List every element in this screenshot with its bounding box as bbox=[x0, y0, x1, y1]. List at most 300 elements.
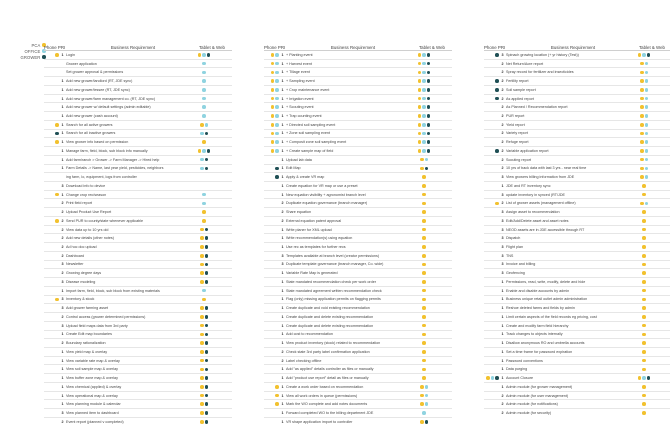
requirement-row bbox=[484, 225, 670, 234]
tablet-web-user-dots bbox=[404, 210, 444, 214]
requirement-row bbox=[484, 155, 670, 164]
requirement-text: Reshoe deleted farms and fields by admin bbox=[506, 306, 575, 311]
phone-user-dots bbox=[484, 53, 499, 57]
phone-pri-header: Phone PRI bbox=[484, 44, 506, 50]
pca-dot-icon bbox=[422, 193, 426, 197]
requirement-text: Login bbox=[66, 52, 76, 57]
priority-number: 1 bbox=[281, 140, 284, 145]
pca-dot-icon bbox=[422, 289, 426, 293]
phone-user-dots bbox=[264, 385, 279, 389]
priority-number: 2 bbox=[61, 201, 64, 206]
requirement-text: Account Closure bbox=[506, 376, 534, 381]
tablet-web-user-dots bbox=[184, 193, 224, 197]
priority-number: 3 bbox=[501, 52, 504, 57]
requirement-text: View grower info based on permission bbox=[66, 140, 129, 145]
pca-dot-icon bbox=[200, 254, 204, 258]
requirement-text: View chemical (applied) & overlay bbox=[66, 384, 122, 389]
priority-number: 1 bbox=[61, 79, 64, 84]
pca-dot-icon bbox=[642, 411, 646, 415]
requirement-row bbox=[484, 198, 670, 207]
tablet-web-user-dots bbox=[624, 228, 664, 232]
requirement-text: VR shape application import to controller bbox=[286, 419, 353, 424]
requirement-row bbox=[264, 102, 452, 111]
tablet-web-user-dots bbox=[404, 219, 444, 223]
grower-dot-icon bbox=[425, 167, 429, 171]
priority-number: 2 bbox=[61, 253, 64, 258]
requirement-text: Yield report bbox=[506, 122, 525, 127]
business-requirement-header: Business Requirement bbox=[330, 44, 376, 50]
pca-dot-icon bbox=[418, 71, 422, 75]
tablet-web-user-dots bbox=[624, 158, 664, 162]
requirement-row bbox=[44, 347, 232, 356]
office-dot-icon bbox=[645, 202, 649, 206]
requirement-text: Scouting report bbox=[506, 157, 532, 162]
priority-number: 1 bbox=[501, 341, 504, 346]
requirement-text: Soil sample report bbox=[506, 87, 536, 92]
tablet-web-user-dots bbox=[404, 62, 444, 66]
office-dot-icon bbox=[645, 114, 649, 118]
priority-number: 1 bbox=[281, 297, 284, 302]
requirement-text: + Trap counting event bbox=[286, 114, 322, 118]
tablet-web-user-dots bbox=[624, 254, 664, 258]
grower-dot-icon bbox=[205, 263, 209, 267]
pca-dot-icon bbox=[271, 88, 275, 92]
priority-number: 1 bbox=[281, 61, 284, 66]
priority-number: 3 bbox=[501, 210, 504, 215]
office-dot-icon bbox=[645, 167, 649, 171]
tablet-web-user-dots bbox=[404, 175, 444, 179]
tablet-web-user-dots bbox=[184, 236, 224, 240]
pca-dot-icon bbox=[642, 184, 646, 188]
tablet-web-user-dots bbox=[184, 71, 224, 75]
requirement-text: Add new details (other notes) bbox=[66, 236, 114, 241]
pca-dot-icon bbox=[422, 333, 426, 337]
legend-label: PCA bbox=[31, 42, 41, 48]
requirement-text: TNS bbox=[506, 253, 514, 258]
requirement-row bbox=[264, 233, 452, 242]
tablet-web-user-dots bbox=[184, 245, 224, 249]
pca-dot-icon bbox=[200, 123, 204, 127]
office-dot-icon bbox=[645, 97, 649, 101]
requirement-text: Download info to device bbox=[66, 183, 106, 188]
requirement-row bbox=[484, 129, 670, 138]
grower-dot-icon bbox=[205, 167, 209, 171]
requirement-row bbox=[44, 146, 232, 155]
tablet-web-user-dots bbox=[184, 271, 224, 275]
pca-dot-icon bbox=[642, 254, 646, 258]
tablet-web-user-dots bbox=[404, 376, 444, 380]
pca-dot-icon bbox=[642, 271, 646, 275]
requirement-row bbox=[484, 373, 670, 382]
office-dot-icon bbox=[202, 149, 206, 153]
priority-number: 2 bbox=[501, 140, 504, 145]
requirement-text: Add new grower (cash account) bbox=[66, 114, 118, 118]
requirement-text: View operational map & overlay bbox=[66, 393, 118, 398]
priority-number: 3 bbox=[501, 262, 504, 267]
priority-number: 1 bbox=[281, 70, 284, 75]
pca-dot-icon bbox=[422, 376, 426, 380]
requirement-text: 10 yrs of back data with last 3 yrs - near real time bbox=[506, 166, 587, 171]
tablet-web-user-dots bbox=[624, 105, 664, 109]
grower-dot-icon bbox=[205, 341, 209, 345]
pca-dot-icon bbox=[420, 385, 424, 389]
requirement-row bbox=[44, 120, 232, 129]
requirement-text: View product inventory (stock) related to recommendation bbox=[286, 341, 381, 346]
priority-number: 1 bbox=[281, 131, 284, 136]
pca-dot-icon bbox=[418, 105, 422, 109]
office-dot-icon bbox=[200, 158, 204, 162]
requirement-text: Admin module (for grower management) bbox=[506, 384, 573, 389]
requirement-row bbox=[264, 408, 452, 417]
grower-dot-icon bbox=[427, 149, 431, 153]
pca-dot-icon bbox=[422, 210, 426, 214]
pca-dot-icon bbox=[640, 149, 644, 153]
office-dot-icon bbox=[202, 193, 206, 197]
priority-number: 3 bbox=[61, 262, 64, 267]
priority-number: 1 bbox=[61, 96, 64, 101]
pca-dot-icon bbox=[420, 394, 424, 398]
priority-number: 1 bbox=[61, 52, 64, 57]
pca-dot-icon bbox=[642, 289, 646, 293]
grower-dot-icon bbox=[205, 368, 209, 372]
requirement-text: View all work orders in queue (permissions) bbox=[286, 393, 358, 398]
requirement-row bbox=[44, 50, 232, 59]
requirement-row bbox=[264, 417, 452, 426]
requirement-list bbox=[484, 50, 670, 417]
pca-dot-icon bbox=[271, 114, 275, 118]
phone-user-dots bbox=[44, 140, 59, 144]
office-dot-icon bbox=[422, 114, 426, 118]
priority-number: 1 bbox=[61, 376, 64, 381]
tablet-web-user-dots bbox=[404, 228, 444, 232]
requirement-text: Upload Product Use Report bbox=[66, 210, 112, 215]
priority-number: 2 bbox=[501, 201, 504, 206]
requirements-column-3 bbox=[484, 44, 670, 417]
requirement-row bbox=[44, 338, 232, 347]
pca-dot-icon bbox=[642, 219, 646, 223]
priority-number: 1 bbox=[501, 306, 504, 311]
requirement-row bbox=[44, 85, 232, 94]
requirement-text: Edit/Add/Delete asset and asset notes bbox=[506, 218, 569, 223]
requirement-row bbox=[44, 242, 232, 251]
requirement-row bbox=[264, 94, 452, 103]
grower-dot-icon bbox=[427, 79, 431, 83]
priority-number: 3 bbox=[501, 227, 504, 232]
tablet-web-user-dots bbox=[624, 236, 664, 240]
tablet-web-user-dots bbox=[624, 411, 664, 415]
requirement-text: Enable and disable accounts by admin bbox=[506, 288, 570, 293]
requirement-text: State mandated agreement written recommendation check bbox=[286, 288, 382, 293]
pca-dot-icon bbox=[642, 298, 646, 302]
requirement-row bbox=[484, 391, 670, 400]
phone-pri-header: Phone PRI bbox=[44, 44, 66, 50]
requirement-row bbox=[484, 85, 670, 94]
tablet-web-user-dots bbox=[404, 254, 444, 258]
office-dot-icon bbox=[645, 88, 649, 92]
priority-number: 3 bbox=[61, 183, 64, 188]
office-dot-icon bbox=[422, 88, 426, 92]
tablet-web-user-dots bbox=[184, 88, 224, 92]
requirement-text: View planned item to dashboard bbox=[66, 410, 119, 415]
requirement-text: + Scouting event bbox=[286, 105, 314, 110]
legend-item bbox=[6, 54, 46, 60]
phone-user-dots bbox=[484, 97, 499, 101]
grower-dot-icon bbox=[427, 140, 431, 144]
grower-dot-icon bbox=[205, 132, 209, 136]
requirement-text: Create and modify farm field hierarchy bbox=[506, 323, 569, 328]
priority-number: 1 bbox=[281, 332, 284, 337]
requirement-row bbox=[44, 59, 232, 68]
grower-dot-icon bbox=[427, 62, 431, 66]
priority-number: 1 bbox=[501, 183, 504, 188]
office-dot-icon bbox=[491, 376, 495, 380]
requirement-text: Invoice and billing bbox=[506, 262, 536, 267]
pca-dot-icon bbox=[642, 263, 646, 267]
requirement-row bbox=[44, 408, 232, 417]
requirement-text: View soil sample map & overlay bbox=[66, 367, 118, 372]
tablet-web-user-dots bbox=[624, 132, 664, 136]
requirement-row bbox=[264, 111, 452, 120]
requirement-text: Flight plan bbox=[506, 245, 524, 250]
tablet-web-user-dots bbox=[624, 306, 664, 310]
priority-number: 2 bbox=[61, 236, 64, 241]
priority-number: 1 bbox=[281, 157, 284, 162]
requirement-text: Label checking offline bbox=[286, 358, 322, 363]
requirement-row bbox=[264, 347, 452, 356]
pca-dot-icon bbox=[422, 202, 426, 206]
requirement-text: View variable rate map & overlay bbox=[66, 358, 120, 363]
requirements-column-1 bbox=[44, 44, 232, 426]
priority-number: 1 bbox=[61, 332, 64, 337]
tablet-web-user-dots bbox=[184, 298, 224, 302]
office-dot-icon bbox=[422, 53, 426, 57]
requirement-row bbox=[44, 251, 232, 260]
pca-dot-icon bbox=[640, 71, 644, 75]
requirement-text: Net Return/Acre report bbox=[506, 61, 544, 66]
tablet-web-user-dots bbox=[184, 132, 224, 136]
tablet-web-user-dots bbox=[404, 394, 444, 398]
priority-number: 1 bbox=[281, 376, 284, 381]
pca-dot-icon bbox=[271, 97, 275, 101]
requirement-row bbox=[484, 146, 670, 155]
tablet-web-user-dots bbox=[404, 368, 444, 372]
priority-number: 1 bbox=[61, 105, 64, 110]
requirement-row bbox=[44, 198, 232, 207]
requirement-text: Geofencing bbox=[506, 271, 525, 276]
pca-dot-icon bbox=[271, 140, 275, 144]
priority-number: 2 bbox=[501, 131, 504, 136]
grower-dot-icon bbox=[425, 420, 429, 424]
requirement-row bbox=[44, 321, 232, 330]
pca-dot-icon bbox=[642, 306, 646, 310]
requirement-row bbox=[484, 321, 670, 330]
priority-number: 2 bbox=[61, 218, 64, 223]
pca-dot-icon bbox=[200, 228, 204, 232]
pca-dot-icon bbox=[422, 359, 426, 363]
priority-number: 1 bbox=[61, 358, 64, 363]
tablet-web-user-dots bbox=[624, 263, 664, 267]
tablet-web-user-dots bbox=[184, 254, 224, 258]
requirement-row bbox=[264, 216, 452, 225]
pca-dot-icon bbox=[422, 341, 426, 345]
requirement-row bbox=[44, 312, 232, 321]
priority-number: 2 bbox=[501, 166, 504, 171]
grower-dot-icon bbox=[205, 402, 209, 406]
phone-user-dots bbox=[484, 376, 499, 380]
business-requirement-header: Business Requirement bbox=[110, 44, 156, 50]
requirement-row bbox=[484, 303, 670, 312]
tablet-web-user-dots bbox=[184, 79, 224, 83]
grower-dot-icon bbox=[427, 132, 431, 136]
tablet-web-user-dots bbox=[184, 402, 224, 406]
requirement-row bbox=[484, 76, 670, 85]
pca-dot-icon bbox=[422, 236, 426, 240]
pca-dot-icon bbox=[200, 368, 204, 372]
tablet-web-user-dots bbox=[184, 376, 224, 380]
priority-number: 3 bbox=[501, 245, 504, 250]
requirement-row bbox=[264, 321, 452, 330]
pca-dot-icon bbox=[642, 394, 646, 398]
priority-number: 1 bbox=[281, 367, 284, 372]
tablet-web-user-dots bbox=[184, 158, 224, 162]
priority-number: 1 bbox=[281, 96, 284, 101]
requirement-text: Manage farm, field, block, sub block info manually bbox=[66, 148, 148, 153]
requirement-row bbox=[44, 94, 232, 103]
phone-user-dots bbox=[484, 202, 499, 206]
requirement-text: Add cost to recommendation bbox=[286, 332, 333, 337]
requirement-text: Inventory & stock bbox=[66, 297, 95, 302]
requirement-text: Write planer for XML upload bbox=[286, 227, 332, 232]
pca-dot-icon bbox=[271, 79, 275, 83]
requirement-text: Control access (grower determined permissions) bbox=[66, 314, 146, 319]
pca-dot-icon bbox=[200, 263, 204, 267]
requirement-text: Add new grower/farm management co. (RT, JDE sync) bbox=[66, 96, 156, 101]
priority-number: 1 bbox=[61, 114, 64, 118]
priority-number: 1 bbox=[61, 166, 64, 171]
phone-user-dots bbox=[264, 105, 279, 109]
pca-dot-icon bbox=[642, 236, 646, 240]
priority-number: 2 bbox=[501, 61, 504, 66]
requirement-text: Search for all inactive growers bbox=[66, 131, 116, 136]
priority-number: 1 bbox=[281, 393, 284, 398]
requirement-list bbox=[264, 50, 452, 426]
pca-dot-icon bbox=[640, 97, 644, 101]
office-dot-icon bbox=[422, 123, 426, 127]
office-dot-icon bbox=[645, 123, 649, 127]
tablet-web-user-dots bbox=[624, 402, 664, 406]
office-dot-icon bbox=[425, 402, 429, 406]
priority-number: 3 bbox=[61, 323, 64, 328]
tablet-web-user-dots bbox=[404, 79, 444, 83]
priority-number: 1 bbox=[281, 122, 284, 127]
priority-number: 1 bbox=[281, 288, 284, 293]
priority-number: 2 bbox=[61, 341, 64, 346]
requirement-row bbox=[484, 312, 670, 321]
tablet-web-user-dots bbox=[184, 385, 224, 389]
requirement-text: View yield map & overlay bbox=[66, 349, 108, 354]
pca-dot-icon bbox=[422, 219, 426, 223]
priority-number: 1 bbox=[61, 402, 64, 407]
phone-user-dots bbox=[264, 53, 279, 57]
tablet-web-user-dots bbox=[404, 411, 444, 415]
requirement-text: View planning module & calendar bbox=[66, 402, 121, 407]
priority-number: 3 bbox=[501, 271, 504, 276]
priority-number: 1 bbox=[281, 192, 284, 197]
grower-dot-icon bbox=[427, 53, 431, 57]
pca-dot-icon bbox=[418, 79, 422, 83]
phone-user-dots bbox=[264, 167, 279, 171]
pca-dot-icon bbox=[638, 376, 642, 380]
pca-dot-icon bbox=[418, 132, 422, 136]
requirement-row bbox=[264, 59, 452, 68]
pca-dot-icon bbox=[200, 333, 204, 337]
priority-number: 1 bbox=[281, 87, 284, 92]
grower-dot-icon bbox=[205, 324, 209, 328]
office-dot-icon bbox=[422, 411, 426, 415]
office-dot-icon bbox=[202, 88, 206, 92]
pca-dot-icon bbox=[642, 193, 646, 197]
legend bbox=[6, 42, 46, 60]
priority-number: 1 bbox=[61, 148, 64, 153]
requirement-text: PUR report bbox=[506, 114, 525, 118]
requirement-row bbox=[44, 364, 232, 373]
legend-label: OFFICE bbox=[24, 48, 41, 54]
office-dot-icon bbox=[202, 71, 206, 75]
pca-dot-icon bbox=[200, 324, 204, 328]
requirement-text: Admin module (for notifications) bbox=[506, 402, 558, 407]
pca-dot-icon bbox=[200, 402, 204, 406]
priority-number: 2 bbox=[501, 157, 504, 162]
priority-number: 1 bbox=[501, 279, 504, 284]
pca-dot-icon bbox=[642, 228, 646, 232]
requirement-text: ing farm, lo, equipment, logs from controller bbox=[66, 175, 137, 180]
pca-dot-icon bbox=[642, 402, 646, 406]
phone-user-dots bbox=[44, 298, 59, 302]
tablet-web-user-dots bbox=[404, 324, 444, 328]
tablet-web-user-dots bbox=[624, 175, 664, 179]
tablet-web-user-dots bbox=[184, 368, 224, 372]
requirement-text: List of grower assets (management offline) bbox=[506, 201, 576, 206]
tablet-web-user-dots bbox=[184, 324, 224, 328]
phone-user-dots bbox=[44, 132, 59, 136]
phone-user-dots bbox=[264, 62, 279, 66]
priority-number: 2 bbox=[501, 122, 504, 127]
requirement-row bbox=[264, 312, 452, 321]
tablet-web-user-dots bbox=[184, 350, 224, 354]
grower-dot-icon bbox=[205, 350, 209, 354]
office-dot-icon bbox=[422, 71, 426, 75]
requirement-row bbox=[44, 277, 232, 286]
pca-dot-icon bbox=[422, 280, 426, 284]
requirement-row bbox=[264, 242, 452, 251]
office-dot-icon bbox=[422, 79, 426, 83]
pca-dot-icon bbox=[200, 394, 204, 398]
requirement-row bbox=[264, 181, 452, 190]
office-dot-icon bbox=[202, 97, 206, 101]
pca-dot-icon bbox=[422, 245, 426, 249]
grower-dot-icon bbox=[205, 315, 209, 319]
tablet-web-user-dots bbox=[624, 315, 664, 319]
priority-number: 1 bbox=[501, 314, 504, 319]
tablet-web-user-dots bbox=[404, 236, 444, 240]
requirement-text: Create a work order based on recommendation bbox=[286, 384, 364, 389]
requirement-text: Change crop rec/season bbox=[66, 192, 107, 197]
priority-number: 2 bbox=[61, 210, 64, 215]
priority-number: 1 bbox=[281, 323, 284, 328]
requirement-text: Variable application report bbox=[506, 148, 549, 153]
requirement-text: + Create sample map of field bbox=[286, 148, 334, 153]
grower-dot-icon bbox=[207, 53, 211, 57]
